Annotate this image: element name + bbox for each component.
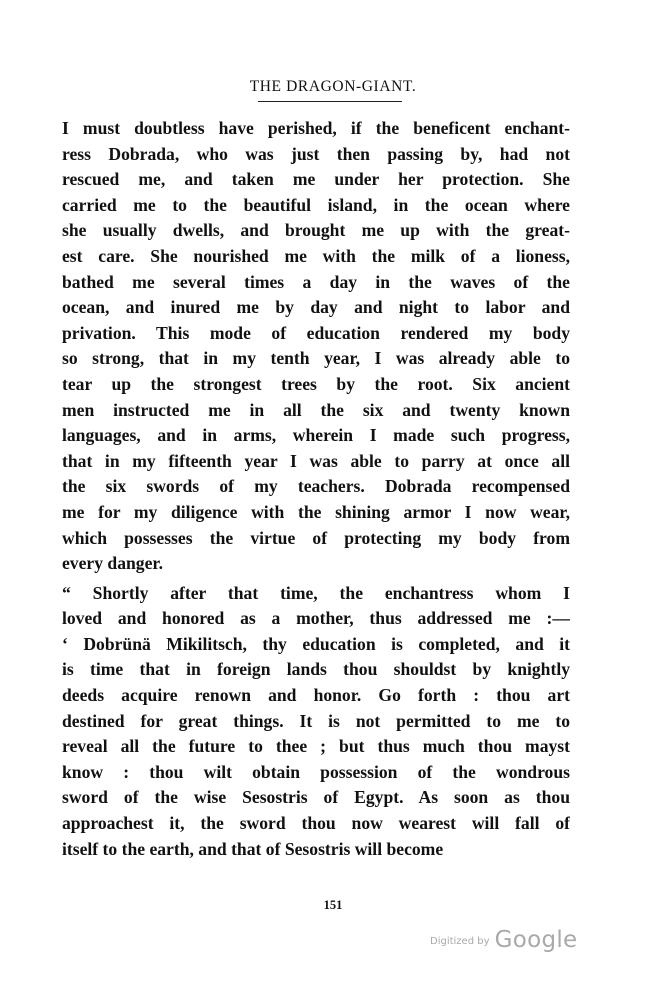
text-line: ocean, and inured me by day and night to labor and (62, 297, 570, 318)
text-line: est care. She nourished me with the milk of a lioness, (62, 245, 570, 266)
text-line: men instructed me in all the six and twenty known (62, 399, 570, 420)
text-line: languages, and in arms, wherein I made such progress, (62, 425, 570, 446)
text-line: deeds acquire renown and honor. Go forth : thou art (62, 685, 570, 706)
text-line: loved and honored as a mother, thus addressed me :— (62, 608, 570, 629)
text-line: bathed me several times a day in the waves of the (62, 271, 570, 292)
text-line: every danger. (62, 553, 163, 574)
title-underline (258, 101, 402, 102)
text-line: carried me to the beautiful island, in the ocean where (62, 194, 570, 215)
text-line: ‘ Dobrünä Mikilitsch, thy education is completed, and it (62, 633, 570, 654)
text-line: itself to the earth, and that of Sesostris will become (62, 838, 444, 859)
watermark-prefix: Digitized by (430, 936, 490, 947)
page-number: 151 (323, 898, 343, 912)
text-line: sword of the wise Sesostris of Egypt. As soon as thou (62, 787, 570, 808)
body-text (62, 116, 570, 862)
text-line: which possesses the virtue of protecting my body from (62, 527, 570, 548)
text-line: approachest it, the sword thou now wearest will fall of (62, 813, 570, 834)
text-line: the six swords of my teachers. Dobrada recompensed (62, 476, 570, 497)
text-line: me for my diligence with the shining armor I now wear, (62, 501, 570, 522)
digitized-by-google-watermark (430, 927, 578, 953)
text-line: tear up the strongest trees by the root. Six ancient (62, 373, 570, 394)
text-line: reveal all the future to thee ; but thus much thou mayst (62, 736, 570, 757)
text-line: “ Shortly after that time, the enchantress whom I (62, 582, 570, 603)
google-logo: Google (494, 927, 578, 953)
text-line: that in my fifteenth year I was able to parry at once all (62, 450, 570, 471)
text-line: she usually dwells, and brought me up with the great- (62, 220, 570, 241)
text-line: destined for great things. It is not permitted to me to (62, 710, 570, 731)
text-line: privation. This mode of education rendered my body (62, 322, 570, 343)
text-line: I must doubtless have perished, if the beneficent enchant- (62, 118, 570, 138)
paragraph-1 (62, 116, 570, 577)
paragraph-2 (62, 581, 570, 863)
text-line: know : thou wilt obtain possession of the wondrous (62, 761, 570, 782)
text-line: so strong, that in my tenth year, I was already able to (62, 348, 570, 369)
text-line: ress Dobrada, who was just then passing by, had not (62, 143, 570, 164)
text-line: is time that in foreign lands thou shouldst by knightly (62, 659, 570, 680)
running-title: THE DRAGON-GIANT. (249, 78, 417, 95)
text-line: rescued me, and taken me under her protection. She (62, 169, 570, 190)
